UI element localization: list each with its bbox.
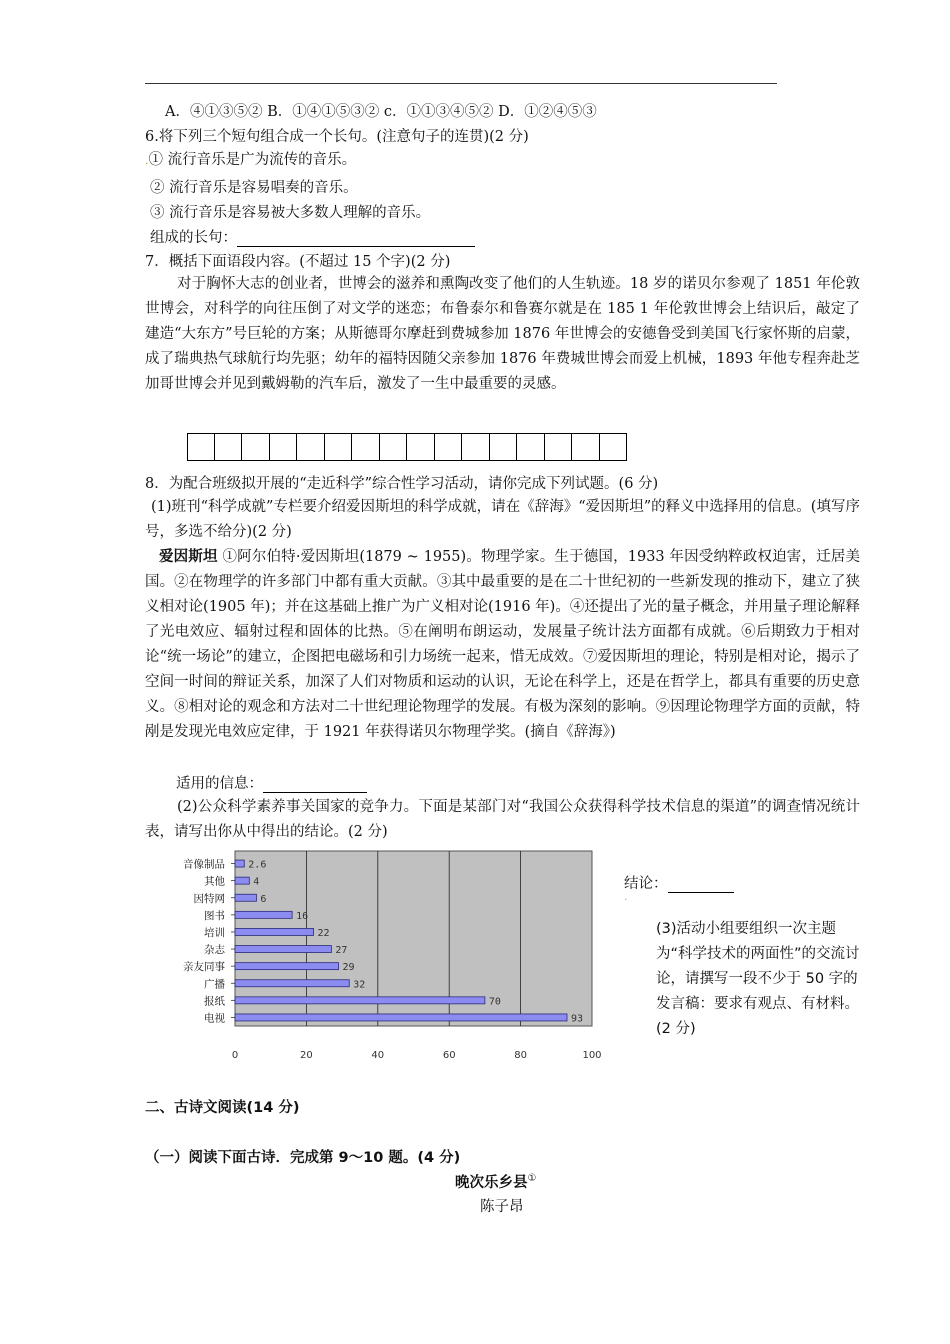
grid-cell[interactable] xyxy=(462,433,490,461)
grid-cell[interactable] xyxy=(297,433,325,461)
bar xyxy=(235,963,339,970)
grid-cell[interactable] xyxy=(490,433,518,461)
y-category-label: 报纸 xyxy=(204,995,225,1008)
entry-text: ①阿尔伯特·爱因斯坦(1879 ~ 1955)。物理学家。生于德国，1933 年因受纳粹政权迫害，迁居美国。②在物理学的许多部门中都有重大贡献。③其中最重要的是在二十世纪初的一些新发现的推动下，建立了狭义相对论(1905 年)；并在这基础上推广为广义相对论(1916 年)。④还提出了光的量子概念，并用量子理论解释了光电效应、辐射过程和固体的比热。⑤在阐明布朗运动，发展量子统计法方面都有成就。⑥后期致力于相对论“统一场论”的建立，企图把电磁场和引力场统一起来，惜无成效。⑦爱因斯坦的理论，特别是相对论，揭示了空间一时间的辩证关系，加深了人们对物质和运动的认识，无论在科学上，还是在哲学上，都具有重要的历史意义。⑧相对论的观念和方法对二十世纪理论物理学的发展。有极为深刻的影响。⑨因理论物理学方面的贡献，特剐是发现光电效应定律，于 1921 年获得诺贝尔物理学奖。(摘自《辞海》) xyxy=(145,549,861,740)
grid-cell[interactable] xyxy=(325,433,353,461)
bar xyxy=(235,946,331,953)
y-category-label: 亲友同事 xyxy=(183,961,225,974)
q7-passage: 对于胸怀大志的创业者，世博会的滋养和熏陶改变了他们的人生轨迹。18 岁的诺贝尔参观了 1851 年伦敦世博会，对科学的向往压倒了对文学的迷恋；布鲁泰尔和鲁赛尔就是在 185 1 年伦敦世博会上结识后，敲定了建造“大东方”号巨轮的方案；从斯德哥尔摩赶到费城参加 1876 年世博会的安德鲁受到美国飞行家怀斯的启蒙，成了瑞典热气球航行均先驱；幼年的福特因随父亲参加 1876 年费城世博会而爱上机械，1893 年他专程奔赴芝加哥世博会并见到戴姆勒的汽车后，激发了一生中最重要的灵感。 xyxy=(145,276,860,392)
x-tick-label: 80 xyxy=(514,1050,527,1061)
grid-cell[interactable] xyxy=(187,433,215,461)
grid-cell[interactable] xyxy=(270,433,298,461)
bar xyxy=(235,877,249,884)
grid-cell[interactable] xyxy=(380,433,408,461)
q6-sentence-3: ③ 流行音乐是容易被大多数人理解的音乐。 xyxy=(150,205,431,221)
x-tick-label: 20 xyxy=(300,1050,313,1061)
q6-answer-blank[interactable] xyxy=(237,230,475,247)
bar xyxy=(235,860,244,867)
grid-cell[interactable] xyxy=(572,433,600,461)
bar-value-label: 29 xyxy=(342,962,355,974)
y-category-label: 因特网 xyxy=(193,892,225,905)
bar-value-label: 70 xyxy=(488,996,501,1008)
bar-value-label: 2.6 xyxy=(248,859,267,871)
grid-cell[interactable] xyxy=(435,433,463,461)
bar-value-label: 4 xyxy=(253,876,260,888)
bar xyxy=(235,911,292,918)
q6-title: 6.将下列三个短句组合成一个长句。(注意句子的连贯)(2 分) xyxy=(145,129,529,145)
q8-part1: (1)班刊“科学成就”专栏要介绍爱因斯坦的科学成就，请在《辞海》“爱因斯坦”的释义中选择用的信息。(填写序号，多选不给分)(2 分) xyxy=(145,499,860,540)
bar-value-label: 16 xyxy=(296,910,309,922)
applicable-blank[interactable] xyxy=(263,776,367,793)
edit-mark-2: . xyxy=(624,890,628,903)
conclusion-blank[interactable] xyxy=(668,878,734,893)
applicable-label: 适用的信息： xyxy=(176,776,263,792)
grid-cell[interactable] xyxy=(215,433,243,461)
channels-bar-chart xyxy=(170,846,610,1091)
q8-entry xyxy=(145,545,860,745)
y-category-label: 其他 xyxy=(204,875,225,888)
q7-answer-grid[interactable] xyxy=(187,433,627,461)
y-category-label: 图书 xyxy=(204,909,225,922)
x-tick-label: 60 xyxy=(442,1050,456,1061)
q8-part2: (2)公众科学素养事关国家的竞争力。下面是某部门对“我国公众获得科学技术信息的渠道”的调查情况统计表，请写出你从中得出的结论。(2 分) xyxy=(145,799,860,840)
grid-cell[interactable] xyxy=(352,433,380,461)
bar-value-label: 6 xyxy=(260,893,267,905)
bar xyxy=(235,1014,567,1021)
y-category-label: 杂志 xyxy=(204,944,225,957)
poem-note: ① xyxy=(527,1173,537,1185)
q8-title: 8．为配合班级拟开展的“走近科学”综合性学习活动，请你完成下列试题。(6 分) xyxy=(145,476,659,492)
x-tick-label: 40 xyxy=(371,1050,385,1061)
edit-mark: . xyxy=(145,154,149,167)
entry-head: 爱因斯坦 xyxy=(159,549,218,565)
bar xyxy=(235,894,256,901)
poem-author: 陈子昂 xyxy=(480,1199,524,1215)
y-category-label: 培训 xyxy=(204,926,225,939)
bar xyxy=(235,980,349,987)
x-tick-label: 0 xyxy=(231,1050,239,1061)
bar-value-label: 32 xyxy=(353,979,366,991)
grid-cell[interactable] xyxy=(517,433,545,461)
q7-title: 7．概括下面语段内容。(不超过 15 个字)(2 分) xyxy=(145,254,451,270)
bar-value-label: 22 xyxy=(317,927,330,939)
y-category-label: 广播 xyxy=(204,978,225,991)
x-tick-label: 100 xyxy=(582,1050,602,1061)
bar-value-label: 27 xyxy=(335,945,348,957)
grid-cell[interactable] xyxy=(600,433,628,461)
y-category-label: 电视 xyxy=(204,1012,225,1025)
conclusion-label: 结论： xyxy=(624,876,668,892)
q6-sentence-1: ① 流行音乐是广为流传的音乐。 xyxy=(148,152,357,168)
bar xyxy=(235,997,485,1004)
y-category-label: 音像制品 xyxy=(183,858,225,871)
grid-cell[interactable] xyxy=(407,433,435,461)
section2-sub1: （一）阅读下面古诗．完成第 9～10 题。(4 分) xyxy=(145,1150,461,1166)
q6-sentence-2: ② 流行音乐是容易唱奏的音乐。 xyxy=(150,180,358,196)
section2-title: 二、古诗文阅读(14 分) xyxy=(145,1100,300,1116)
grid-cell[interactable] xyxy=(545,433,573,461)
q6-answer-label: 组成的长句： xyxy=(150,230,237,246)
poem-title: 晚次乐乡县 xyxy=(455,1175,528,1191)
grid-cell[interactable] xyxy=(242,433,270,461)
bar xyxy=(235,928,314,935)
q5-options: A．④①③⑤② B．①④①⑤③② c．①①③④⑤② D．①②④⑤③ xyxy=(165,104,597,120)
q8-part3: (3)活动小组要组织一次主题为“科学技术的两面性”的交流讨论，请撰写一段不少于 50 字的发言稿：要求有观点、有材料。(2 分) xyxy=(656,921,860,1037)
bar-value-label: 93 xyxy=(571,1013,584,1025)
header-rule xyxy=(145,83,777,84)
